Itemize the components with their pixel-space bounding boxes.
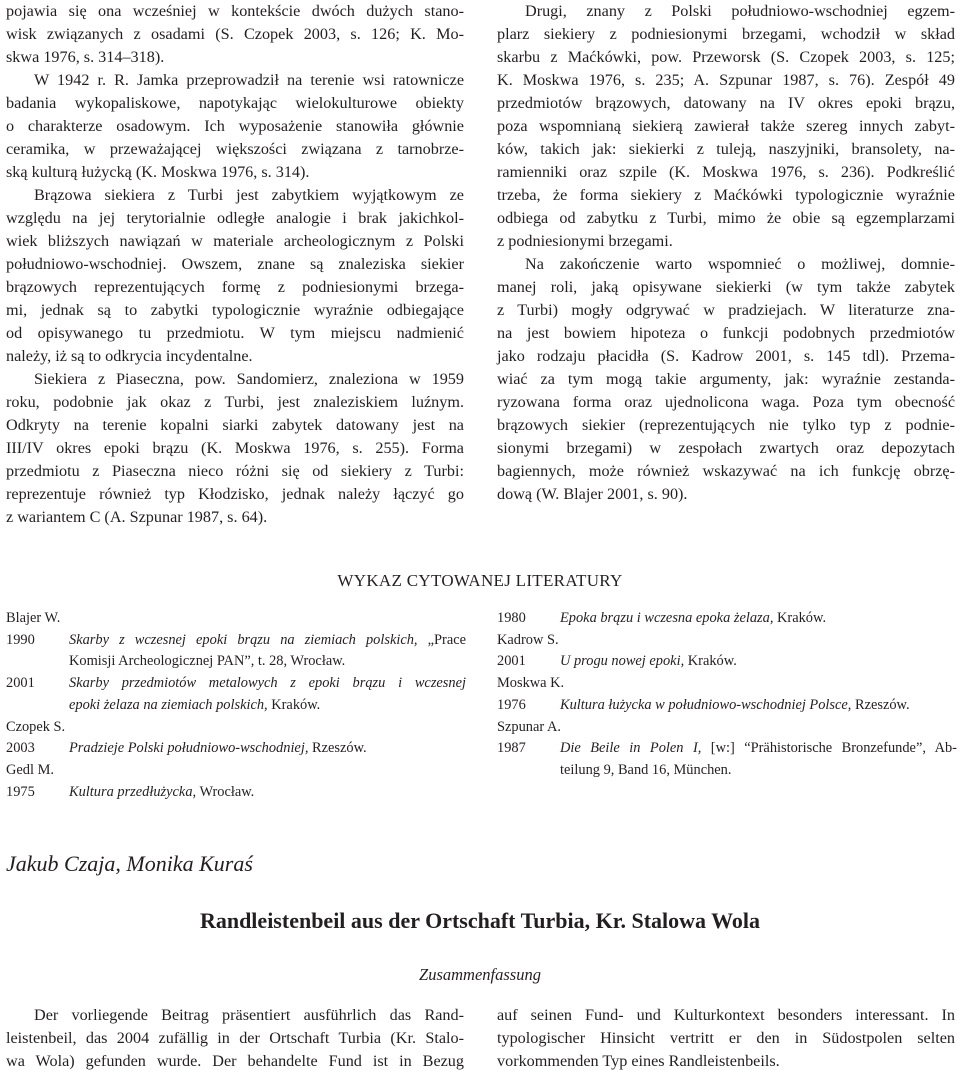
text-line: z podniesionymi brzegami. xyxy=(497,232,673,250)
bib-author: Czopek S. xyxy=(6,718,66,735)
text-line: III/IV okres epoki brązu (K. Moskwa 1976, s. 255). Forma xyxy=(6,439,464,457)
bib-author: Blajer W. xyxy=(6,610,61,626)
bib-title: Skarby przedmiotów metalowych z epoki brązu i wczesnej xyxy=(69,675,466,692)
bib-details: Kraków. xyxy=(773,610,827,626)
bib-year: 1976 xyxy=(497,696,526,713)
bib-entry xyxy=(497,608,957,630)
summary-left-column xyxy=(6,1004,464,1073)
bib-details: , Rzeszów. xyxy=(847,696,910,713)
text-line: wiać za tym mogą takie argumenty, jak: wyraźnie zestanda- xyxy=(497,370,955,388)
text-line: jako rodzaju płacidła (S. Kadrow 2001, s. 145 tdl). Przema- xyxy=(497,347,955,365)
text-line: Na zakończenie warto wspomnieć o możliwej, domnie- xyxy=(525,255,955,273)
text-line: manej roli, jaką opisywane siekierki (w tym także zabytek xyxy=(497,278,955,296)
summary-title: Randleistenbeil aus der Ortschaft Turbia, Kr. Stalowa Wola xyxy=(199,908,761,933)
text-line: Odkryty na terenie kopalni siarki zabytek datowany jest na xyxy=(6,416,464,434)
bib-details: teilung 9, Band 16, München. xyxy=(560,761,732,778)
text-line: trzeba, że forma siekiery z Maćkówki typologicznie wyraźnie xyxy=(497,186,955,204)
text-line: na jest bowiem hipoteza o funkcji podobnych przedmiotów xyxy=(497,324,955,342)
bib-details: „Prace xyxy=(417,631,466,648)
bib-title: epoki żelaza na ziemiach polskich xyxy=(69,696,265,713)
text-line: ceramika, w przeważającej większości związana z tarnobrze- xyxy=(6,140,464,158)
text-line: brązowych reprezentujących formę z podniesionymi brzega- xyxy=(6,278,464,296)
bib-title: Kultura łużycka w południowo-wschodniej Polsce xyxy=(560,696,848,713)
bib-author: Moskwa K. xyxy=(497,675,565,692)
text-line: z Turbi) mogły odgrywać w pradziejach. W literaturze zna- xyxy=(497,301,955,319)
text-line: roku, podobnie jak okaz z Turbi, jest znaleziskiem luźnym. xyxy=(6,393,464,411)
text-line: ków, takich jak: siekierki z tuleją, naszyjniki, bransolety, na- xyxy=(497,140,955,158)
bib-entry xyxy=(497,695,957,717)
bib-year: 1980 xyxy=(497,610,526,626)
text-line: należy, iż są to odkrycia incydentalne. xyxy=(6,347,253,365)
bib-title: Die Beile in Polen I, xyxy=(560,740,702,757)
text-line: wiek bliższych nawiązań w materiale archeologicznym z Polski xyxy=(6,232,464,250)
bib-title: Epoka brązu i wczesna epoka żelaza, xyxy=(560,610,774,626)
article-authors: Jakub Czaja, Monika Kuraś xyxy=(6,851,253,876)
text-line: od opisywanego tu przedmiotu. W tym miejscu nadmienić xyxy=(6,324,464,342)
bib-entry xyxy=(6,630,466,673)
text-line: Der vorliegende Beitrag präsentiert ausführlich das Rand- xyxy=(34,1006,464,1024)
bib-year: 1987 xyxy=(497,740,526,757)
text-line: W 1942 r. R. Jamka przeprowadził na terenie wsi ratownicze xyxy=(34,71,464,89)
text-line: wisk związanych z osadami (S. Czopek 2003, s. 126; K. Mo- xyxy=(6,25,464,43)
text-line: mi, jednak są to zabytki typologicznie wyraźnie odbiegające xyxy=(6,301,464,319)
text-line: skwa 1976, s. 314–318). xyxy=(6,48,165,66)
bib-year: 1975 xyxy=(6,783,35,800)
bib-year: 2001 xyxy=(6,675,35,692)
bib-details: , Kraków. xyxy=(264,696,321,713)
bib-year: 2003 xyxy=(6,740,35,757)
text-line: południowo-wschodniej. Owszem, znane są znaleziska siekier xyxy=(6,255,464,273)
text-line: sionymi brzegami) w zespołach zwartych oraz depozytach xyxy=(497,439,955,457)
bib-title: Skarby z wczesnej epoki brązu na ziemiach polskich, xyxy=(69,631,418,648)
text-line: względu na jej terytorialnie odległe analogie i brak jakichkol- xyxy=(6,209,464,227)
text-line: przedmiotu z Piaseczna nieco różni się od siekiery z Turbi: xyxy=(6,462,464,480)
summary-right-column xyxy=(497,1004,955,1073)
text-line: badania wykopaliskowe, napotykając wielokulturowe obiekty xyxy=(6,94,464,112)
bib-entry xyxy=(6,673,466,716)
bib-entry xyxy=(497,738,957,781)
bib-entry xyxy=(497,651,957,673)
text-line: reprezentuje również typ Kłodzisko, jednak należy łączyć go xyxy=(6,485,464,503)
text-line: Siekiera z Piaseczna, pow. Sandomierz, znaleziona w 1959 xyxy=(34,370,464,388)
bibliography-heading: WYKAZ CYTOWANEJ LITERATURY xyxy=(337,571,623,590)
bib-title: Pradzieje Polski południowo-wschodniej, xyxy=(69,740,309,757)
text-line: bagiennych, może również wskazywać na ich funkcję obrzę- xyxy=(497,462,955,480)
bibliography-left-column xyxy=(6,608,466,803)
text-line: o charakterze osadowym. Ich wyposażenie stanowiła głównie xyxy=(6,117,464,135)
text-line: auf seinen Fund- und Kulturkontext besonders interessant. In xyxy=(497,1006,955,1024)
bib-details: Rzeszów. xyxy=(308,740,367,757)
summary-subtitle: Zusammenfassung xyxy=(419,965,541,984)
bibliography-right-column xyxy=(497,608,957,782)
text-line: wa Wola) gefunden wurde. Der behandelte Fund ist in Bezug xyxy=(6,1052,464,1070)
bib-author: Kadrow S. xyxy=(497,631,559,648)
bib-details: [w:] “Prähistorische Bronzefunde”, Ab- xyxy=(701,740,957,757)
bib-details: Komisji Archeologicznej PAN”, t. 28, Wrocław. xyxy=(69,653,346,670)
text-line: K. Moskwa 1976, s. 235; A. Szpunar 1987, s. 76). Zespół 49 xyxy=(497,71,955,89)
text-line: skarbu z Maćkówki, pow. Przeworsk (S. Czopek 2003, s. 125; xyxy=(497,48,955,66)
text-line: Drugi, znany z Polski południowo-wschodniej egzem- xyxy=(525,2,955,20)
text-line: brązowych siekier (reprezentujących nie tylko typ z podnie- xyxy=(497,416,955,434)
bib-author: Gedl M. xyxy=(6,761,54,778)
bib-title: Kultura przedłużycka, xyxy=(69,783,197,800)
text-line: typologischer Hinsicht vertritt er den in Südostpolen selten xyxy=(497,1029,955,1047)
text-line: ryzowana forma oraz ujednolicona waga. Poza tym obecność xyxy=(497,393,955,411)
text-line: odbiega od zabytku z Turbi, mimo że obie są egzemplarzami xyxy=(497,209,955,227)
text-line: plarz siekiery z podniesionymi brzegami, wchodził w skład xyxy=(497,25,955,43)
text-line: ską kulturą łużycką (K. Moskwa 1976, s. 314). xyxy=(6,163,310,181)
bib-entry xyxy=(6,738,466,760)
text-line: z wariantem C (A. Szpunar 1987, s. 64). xyxy=(6,508,268,526)
text-line: ramienniki oraz szpile (K. Moskwa 1976, s. 236). Podkreślić xyxy=(497,163,955,181)
text-line: poza wspomnianą siekierą zawierał także szereg innych zabyt- xyxy=(497,117,955,135)
text-line: leistenbeil, das 2004 zufällig in der Ortschaft Turbia (Kr. Stalo- xyxy=(6,1029,464,1047)
bib-details: Wrocław. xyxy=(196,783,255,800)
text-line: Brązowa siekiera z Turbi jest zabytkiem wyjątkowym ze xyxy=(34,186,464,204)
bib-author: Szpunar A. xyxy=(497,718,561,735)
text-line: dową (W. Blajer 2001, s. 90). xyxy=(497,485,688,503)
left-text-column xyxy=(6,0,464,529)
text-line: przedmiotów brązowych, datowany na IV okres epoki brązu, xyxy=(497,94,955,112)
text-line: vorkommenden Typ eines Randleistenbeils. xyxy=(497,1052,780,1070)
bib-details: Kraków. xyxy=(684,653,737,670)
bib-year: 2001 xyxy=(497,653,526,670)
bib-entry xyxy=(6,782,466,804)
bib-title: U progu nowej epoki, xyxy=(560,653,685,670)
right-text-column xyxy=(497,0,955,506)
text-line: pojawia się ona wcześniej w kontekście dwóch dużych stano- xyxy=(6,2,464,20)
bib-year: 1990 xyxy=(6,631,35,648)
